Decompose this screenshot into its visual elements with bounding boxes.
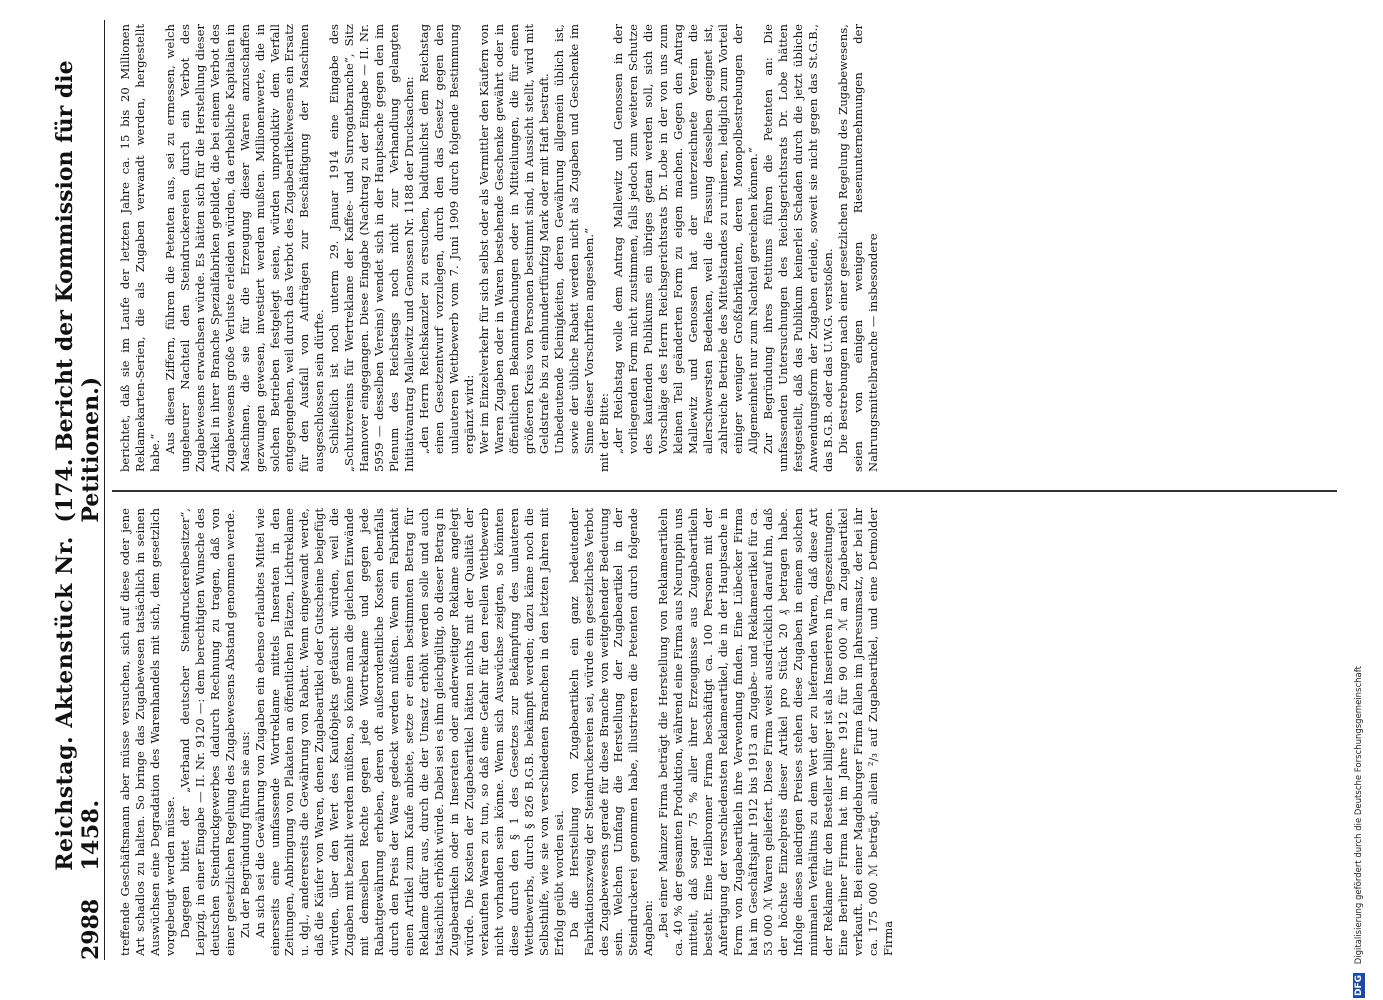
paragraph: Zu der Begründung führen sie aus: (237, 731, 252, 938)
paragraph: „den Herrn Reichskanzler zu ersuchen, baldtunlichst dem Reichstag einen Gesetzentwurf vorzulegen, durch den das Gesetz gegen den unlauteren Wettbewerb vom 7. Juni 1909 durch folgende Bestimmung ergänzt wird: (417, 24, 476, 454)
document-page (52, 20, 1350, 960)
paragraph: Dagegen bittet der „Verband deutscher Steindruckereibesitzer“, Leipzig, in einer Eingabe — II. Nr. 9120 —: dem berechtigten Wunsche des deutschen Steindruckgewerbes dadurch Rechnung zu tragen, daß von einer gesetzlichen Regelung des Zugabewesens Abstand genommen werde. (177, 508, 237, 956)
credit-text: Digitalisierung gefördert durch die Deutsche Forschungsgemeinschaft (1354, 666, 1364, 965)
paragraph: mit der Bitte: (596, 393, 611, 472)
paragraph: Da die Herstellung von Zugabeartikeln ein ganz bedeutender Fabrikationszweig der Steindruckereien sei, würde ein gesetzliches Verbot des Zugabewesens gerade für diese Branche von weitgehender Bedeutung sein. Welchen Umfang die Herstellung der Zugabeartikel in der Steindruckerei genommen habe, illustrieren die Petenten durch folgende Angaben: (566, 508, 656, 956)
paragraph: Unbedeutende Kleinigkeiten, deren Gewährung allgemein üblich ist, sowie der übliche Rabatt werden nicht als Zugaben und Geschenke im Sinne dieser Vorschriften angesehen.“ (551, 24, 596, 454)
digitization-credit (1353, 18, 1377, 998)
paragraph: Zur Begründung ihres Petitums führen die Petenten an: Die umfassenden Untersuchungen des Reichsgerichtsrats Dr. Lobe hätten festgestellt, daß das Publikum keinerlei Schaden durch die jetzt übliche Anwendungsform der Zugaben erleide, soweit sie nicht gegen das St.G.B., das B.G.B. oder das U.W.G. verstoßen. (760, 24, 835, 472)
column-divider (112, 491, 1337, 493)
header-left-title: Reichstag. Aktenstück Nr. 1458. (52, 536, 104, 871)
paragraph: treffende Geschäftsmann aber müsse versuchen, sich auf diese oder jene Art schadlos zu halten. So bringe das Zugabewesen tatsächlich in seinen Auswüchsen eine Degradation des Warenhandels mit sich, dem gesetzlich vorgebeugt werden müsse. (118, 508, 177, 956)
paragraph: Aus diesen Ziffern, führen die Petenten aus, sei zu ermessen, welch ungeheurer Nachteil den Steindruckereien durch ein Verbot des Zugabewesens erwachsen würde. Es hätten sich für die Herstellung dieser Artikel in ihrer Branche Spezialfabriken gebildet, die bei einem Verbot des Zugabewesens große Verluste erleiden würden, da erhebliche Kapitalien in Maschinen, die sie für die Erzeugung dieser Waren anzuschaffen gezwungen gewesen, investiert werden mußten. Millionenwerte, die in solchen Betrieben festgelegt seien, würden unproduktiv dem Verfall entgegengehen, weil durch das Verbot des Zugabeartikelwesens ein Ersatz für den Ausfall von Aufträgen zur Beschäftigung der Maschinen ausgeschlossen sein dürfte. (162, 24, 327, 472)
header-right-title: (174. Bericht der Kommission für die Petitionen.) (52, 60, 104, 523)
page-header (52, 20, 105, 960)
paragraph: „der Reichstag wolle dem Antrag Mallewitz und Genossen in der vorliegenden Form nicht zustimmen, falls jedoch zum weiteren Schutze des kaufenden Publikums ein übriges getan werden soll, sich die Vorschläge des Herrn Reichsgerichtsrats Dr. Lobe in der von uns zum kleinen Teil geänderten Form zu eigen machen. Gegen den Antrag Mallewitz und Genossen hat der unterzeichnete Verein die allerschwersten Bedenken, weil die Fassung desselben geeignet ist, zahlreiche Betriebe des Mittelstandes zu ruinieren, lediglich zum Vorteil einiger weniger Großfabrikanten, deren Monopolbestrebungen der Allgemeinheit nur zum Nachteil gereichen können.“ (611, 24, 761, 454)
paragraph: berichtet, daß sie im Laufe der letzten Jahre ca. 15 bis 20 Millionen Reklamekarten-Serien, die als Zugaben verwandt werden, hergestellt habe.“ (118, 24, 162, 472)
left-column (118, 508, 896, 956)
paragraph: Die Bestrebungen nach einer gesetzlichen Regelung des Zugabewesens, seien von einigen wenigen Riesenunternehmungen der Nahrungsmittelbranche — insbesondere (835, 24, 880, 472)
right-column (118, 24, 881, 472)
paragraph: „Bei einer Mainzer Firma beträgt die Herstellung von Reklameartikeln ca. 40 % der gesamten Produktion, während eine Firma aus Neuruppin uns mitteilt, daß sogar 75 % aller ihrer Erzeugnisse aus Zugabeartikeln besteht. Eine Heilbronner Firma beschäftigt ca. 100 Personen mit der Anfertigung der verschiedensten Reklameartikel, die in der Hauptsache in Form von Zugabeartikeln ihre Verwendung finden. Eine Lübecker Firma hat im Geschäftsjahr 1912 bis 1913 an Zugabe- und Reklameartikel für ca. 53 000 ℳ Waren geliefert. Diese Firma weist ausdrücklich darauf hin, daß der höchste Einzelpreis dieser Artikel pro Stück 20 ₰ betragen habe. Infolge dieses niedrigen Preises stehen diese Zugaben in einem solchen minimalen Verhältnis zu dem Wert der zu liefernden Waren, daß diese Art der Reklame für den Besteller billiger ist als Inserieren in Tageszeitungen. Eine Berliner Firma hat im Jahre 1912 für 90 000 ℳ an Zugabeartikel verkauft. Bei einer Magdeburger Firma fallen im Jahresumsatz, der bei ihr ca. 175 000 ℳ beträgt, allein ²/₃ auf Zugabeartikel, und eine Detmolder Firma (656, 508, 895, 956)
page-number: 2988 (78, 898, 104, 960)
paragraph: Wer im Einzelverkehr für sich selbst oder als Vermittler den Käufern von Waren Zugaben oder in Waren bestehende Geschenke gewährt oder in öffentlichen Bekanntmachungen oder in Mitteilungen, die für einen größeren Kreis von Personen bestimmt sind, in Aussicht stellt, wird mit Geldstrafe bis zu einhundertfünfzig Mark oder mit Haft bestraft. (476, 24, 551, 454)
paragraph: Schließlich ist noch unterm 29. Januar 1914 eine Eingabe des „Schutzvereins für Wertreklame der Kaffee- und Surrogatbranche“, Sitz Hannover eingegangen. Diese Eingabe (Nachtrag zu der Eingabe — II. Nr. 5959 — desselben Vereins) wendet sich in der Hauptsache gegen den im Plenum des Reichstags noch nicht zur Verhandlung gelangten Initiativantrag Mallewitz und Genossen Nr. 1188 der Drucksachen: (327, 24, 417, 472)
dfg-logo: DFG (1354, 974, 1364, 996)
paragraph: An sich sei die Gewährung von Zugaben ein ebenso erlaubtes Mittel wie einerseits eine umfassende Wortreklame mittels Inseraten in den Zeitungen, Anbringung von Plakaten an öffentlichen Plätzen, Lichtreklame u. dgl., andererseits die Gewährung von Rabatt. Wenn eingewandt werde, daß die Käufer von Waren, denen Zugabeartikel oder Gutscheine beigefügt würden, über den Wert des Kaufobjekts getäuscht würden, weil die Zugaben mit bezahlt werden müßten, so könne man die gleichen Einwände mit demselben Rechte gegen jede Wortreklame und gegen jede Rabattgewährung erheben, deren oft außerordentliche Kosten ebenfalls durch den Preis der Ware gedeckt werden müßten. Wenn ein Fabrikant einen Artikel zum Kaufe anbiete, setze er einen bestimmten Betrag für Reklame dafür aus, durch die der Umsatz erhöht werden solle und auch tatsächlich erhöht würde. Dabei sei es ihm gleichgültig, ob dieser Betrag in Zugabeartikeln oder in Inseraten oder anderweitiger Reklame angelegt würde. Die Kosten der Zugabeartikel hätten nichts mit der Qualität der verkauften Waren zu tun, so daß eine Gefahr für den reellen Wettbewerb nicht vorhanden sein könne. Wenn sich Auswüchse zeigten, so könnten diese durch den § 1 des Gesetzes zur Bekämpfung des unlauteren Wettbewerbs, durch § 826 B.G.B. bekämpft werden; dazu käme noch die Selbsthilfe, wie sie von verschiedenen Branchen in den letzten Jahren mit Erfolg geübt worden sei. (252, 508, 566, 956)
